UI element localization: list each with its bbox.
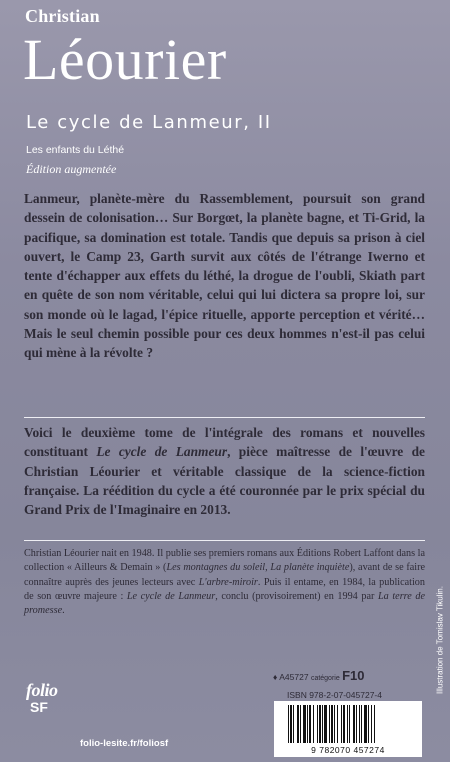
logo-folio-text: folio bbox=[26, 680, 58, 700]
folio-sf-logo bbox=[26, 681, 66, 715]
illustration-credit: Illustration de Tomislav Tikulin. bbox=[435, 586, 445, 694]
blurb-paragraph-1: Lanmeur, planète-mère du Rassemblement, poursuit son grand dessein de colonisation… Sur Borgœt, la planète bagne, et Ti-Grid, la pacifique, sa domination est totale. Tandis que depuis sa prison à ciel ouvert, le Camp 23, Garth survit aux côtés de l'étrange Iwerno et tente d'échapper aux effets du léthé, la drogue de l'oubli, Skiath part en quête de son nom véritable, celui qui lui dictera sa propre loi, sur son monde où le lagad, l'épice rituelle, apporte perception et vérité… Mais le seul chemin possible pour ces deux hommes n'est-il pas celui qui mène à la révolte ? bbox=[24, 191, 425, 361]
divider bbox=[24, 540, 425, 541]
author-biography: Christian Léourier nait en 1948. Il publie ses premiers romans aux Éditions Robert Laffont dans la collection « Ailleurs & Demain » (Les montagnes du soleil, La planète inquiète), avant de se faire connaître auprès des jeunes lecteurs avec L'arbre-miroir. Puis il entame, en 1984, la publication de son œuvre majeure : Le cycle de Lanmeur, conclu (provisoirement) en 1994 par La terre de promesse. bbox=[24, 548, 425, 617]
isbn-number: ISBN 978-2-07-045727-4 bbox=[287, 690, 382, 700]
book-subtitle: Les enfants du Léthé bbox=[26, 144, 125, 156]
series-title: Le cycle de Lanmeur, II bbox=[26, 112, 272, 133]
author-last-name: Léourier bbox=[23, 27, 227, 92]
divider bbox=[24, 417, 425, 418]
author-first-name: Christian bbox=[25, 6, 100, 26]
logo-sf-text: SF bbox=[30, 699, 48, 715]
barcode-bars bbox=[274, 701, 422, 745]
blurb-paragraph-2: Voici le deuxième tome de l'intégrale des romans et nouvelles constituant Le cycle de Lanmeur, pièce maîtresse de l'œuvre de Christian Léourier et véritable classique de la science-fiction française. La réédition du cycle a été couronnée par le prix spécial du Grand Prix de l'Imaginaire en 2013. bbox=[24, 425, 425, 518]
barcode-digits: 9 782070 457274 bbox=[311, 745, 385, 755]
category-code: F10 bbox=[342, 668, 365, 683]
edition-note: Édition augmentée bbox=[26, 162, 117, 176]
barcode bbox=[274, 701, 422, 757]
publisher-website: folio-lesite.fr/foliosf bbox=[80, 738, 169, 749]
book-icon: ♦ bbox=[273, 672, 278, 682]
catalog-reference: ♦ A45727 catégorie F10 bbox=[273, 668, 365, 683]
